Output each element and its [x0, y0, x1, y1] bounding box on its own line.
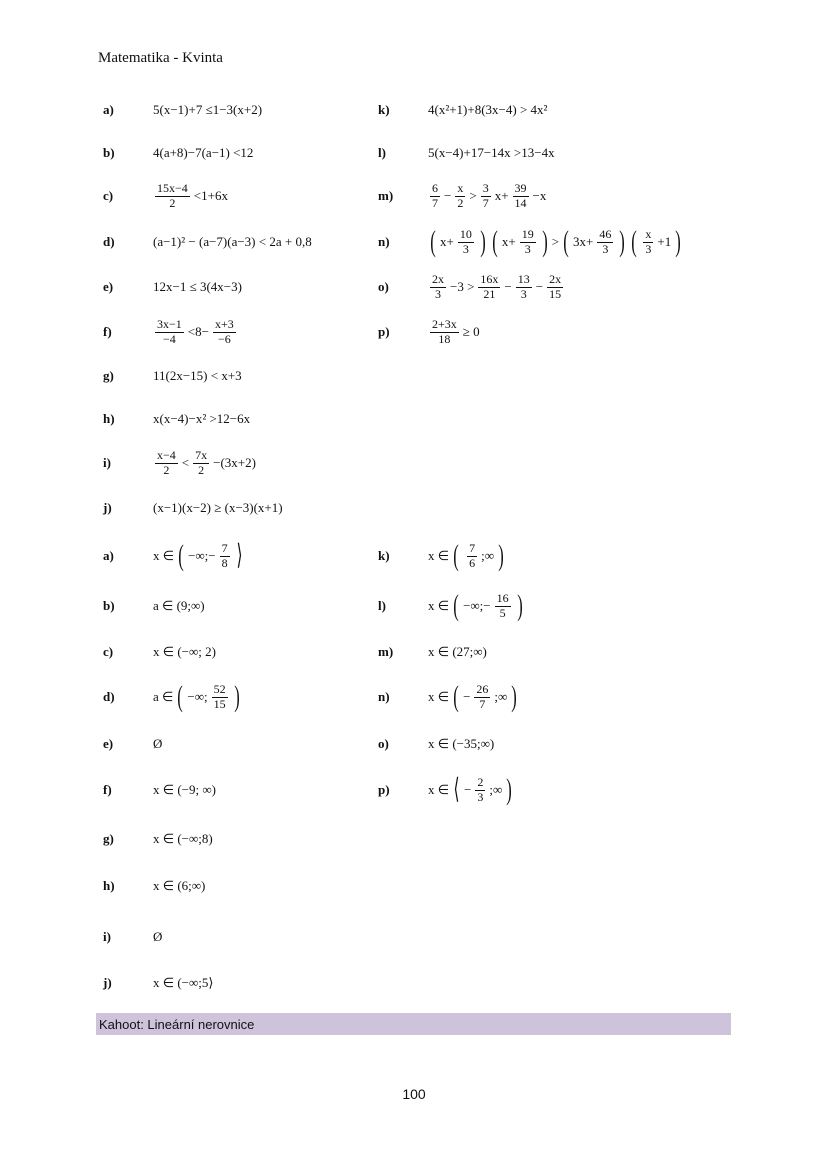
solution-f: f) x ∈ (−9; ∞)	[103, 782, 216, 797]
solution-d: d) a ∈ ( −∞; $\frac{52}{15}$ )	[103, 680, 240, 713]
fraction: $\frac{2+3x}{18}$	[432, 317, 457, 346]
solution-c: c) x ∈ (−∞; 2)	[103, 644, 216, 659]
solution-g: g) x ∈ (−∞;8)	[103, 831, 213, 846]
solution-k: k) x ∈ ( $\frac{7}{6}$ ;∞ )	[378, 539, 504, 572]
solution-h: h) x ∈ (6;∞)	[103, 878, 206, 893]
solution-o: o) x ∈ (−35;∞)	[378, 736, 495, 751]
fraction: $\frac{x-4}{2}$	[157, 448, 176, 477]
fraction: $\frac{16x}{21}$	[480, 272, 499, 301]
exercise-f: f) $\frac{3x-1}{-4}$ <8− $\frac{x+3}{-6}$	[103, 317, 234, 346]
solution-n: n) x ∈ ( − $\frac{26}{7}$ ;∞ )	[378, 680, 518, 713]
fraction: $\frac{52}{15}$	[213, 682, 226, 711]
exercise-o: o) $\frac{2x}{3}$ −3 > $\frac{16x}{21}$ − $\frac{13}{3}$ − $\frac{2x}{15}$	[378, 272, 562, 301]
fraction: $\frac{x}{2}$	[457, 181, 464, 210]
page-number: 100	[402, 1086, 426, 1102]
kahoot-link[interactable]: Kahoot: Lineární nerovnice	[99, 1016, 255, 1032]
fraction: $\frac{2x}{15}$	[549, 272, 562, 301]
solution-l: l) x ∈ ( −∞;− $\frac{16}{5}$ )	[378, 589, 523, 622]
exercise-c: c) $\frac{15x-4}{2}$ <1+6x	[103, 181, 228, 210]
exercise-l: l) 5(x−4)+17−14x >13−4x	[378, 145, 555, 160]
exercise-e: e) 12x−1 ≤ 3(4x−3)	[103, 279, 242, 294]
exercise-d: d) (a−1)² − (a−7)(a−3) < 2a + 0,8	[103, 234, 312, 249]
exercise-n: n) ( x+ $\frac{10}{3}$ ) ( x+ $\frac{19}{3}$ ) > ( 3x+ $\frac{46}{3}$ ) ( $\frac{x}{3}$ +1 )	[378, 225, 681, 258]
fraction: $\frac{46}{3}$	[599, 227, 612, 256]
fraction: $\frac{13}{3}$	[517, 272, 530, 301]
exercise-a: a) 5(x−1)+7 ≤1−3(x+2)	[103, 102, 263, 117]
solution-e: e) Ø	[103, 736, 163, 751]
exercise-k: k) 4(x²+1)+8(3x−4) > 4x²	[378, 102, 548, 117]
fraction: $\frac{2}{3}$	[477, 775, 484, 804]
fraction: $\frac{3x-1}{-4}$	[157, 317, 182, 346]
fraction: $\frac{16}{5}$	[496, 591, 509, 620]
fraction: $\frac{39}{14}$	[514, 181, 527, 210]
fraction: $\frac{26}{7}$	[476, 682, 489, 711]
fraction: $\frac{19}{3}$	[521, 227, 534, 256]
fraction: $\frac{7}{8}$	[221, 541, 228, 570]
solution-i: i) Ø	[103, 929, 163, 944]
solution-p: p) x ∈ ⟨ − $\frac{2}{3}$ ;∞ )	[378, 773, 512, 806]
exercise-g: g) 11(2x−15) < x+3	[103, 368, 242, 383]
fraction: $\frac{7x}{2}$	[195, 448, 208, 477]
fraction: $\frac{2x}{3}$	[432, 272, 444, 301]
exercise-i: i) $\frac{x-4}{2}$ < $\frac{7x}{2}$ −(3x+2)	[103, 448, 256, 477]
fraction: $\frac{x}{3}$	[645, 227, 652, 256]
exercise-p: p) $\frac{2+3x}{18}$ ≥ 0	[378, 317, 480, 346]
exercise-j: j) (x−1)(x−2) ≥ (x−3)(x+1)	[103, 500, 283, 515]
kahoot-banner	[96, 1013, 731, 1035]
fraction: $\frac{7}{6}$	[469, 541, 476, 570]
exercise-h: h) x(x−4)−x² >12−6x	[103, 411, 251, 426]
solution-b: b) a ∈ (9;∞)	[103, 598, 205, 613]
exercise-m: m) $\frac{6}{7}$ − $\frac{x}{2}$ > $\frac{3}{7}$ x+ $\frac{39}{14}$ −x	[378, 181, 547, 210]
fraction: $\frac{x+3}{-6}$	[214, 317, 234, 346]
fraction: $\frac{3}{7}$	[482, 181, 489, 210]
exercise-b: b) 4(a+8)−7(a−1) <12	[103, 145, 254, 160]
fraction: $\frac{15x-4}{2}$	[157, 181, 188, 210]
fraction: $\frac{10}{3}$	[459, 227, 472, 256]
solution-a: a) x ∈ ( −∞;− $\frac{7}{8}$ ⟩	[103, 539, 243, 572]
solution-m: m) x ∈ (27;∞)	[378, 644, 487, 659]
solution-j: j) x ∈ (−∞;5⟩	[103, 975, 214, 990]
page-header: Matematika - Kvinta	[98, 50, 223, 66]
fraction: $\frac{6}{7}$	[432, 181, 438, 210]
